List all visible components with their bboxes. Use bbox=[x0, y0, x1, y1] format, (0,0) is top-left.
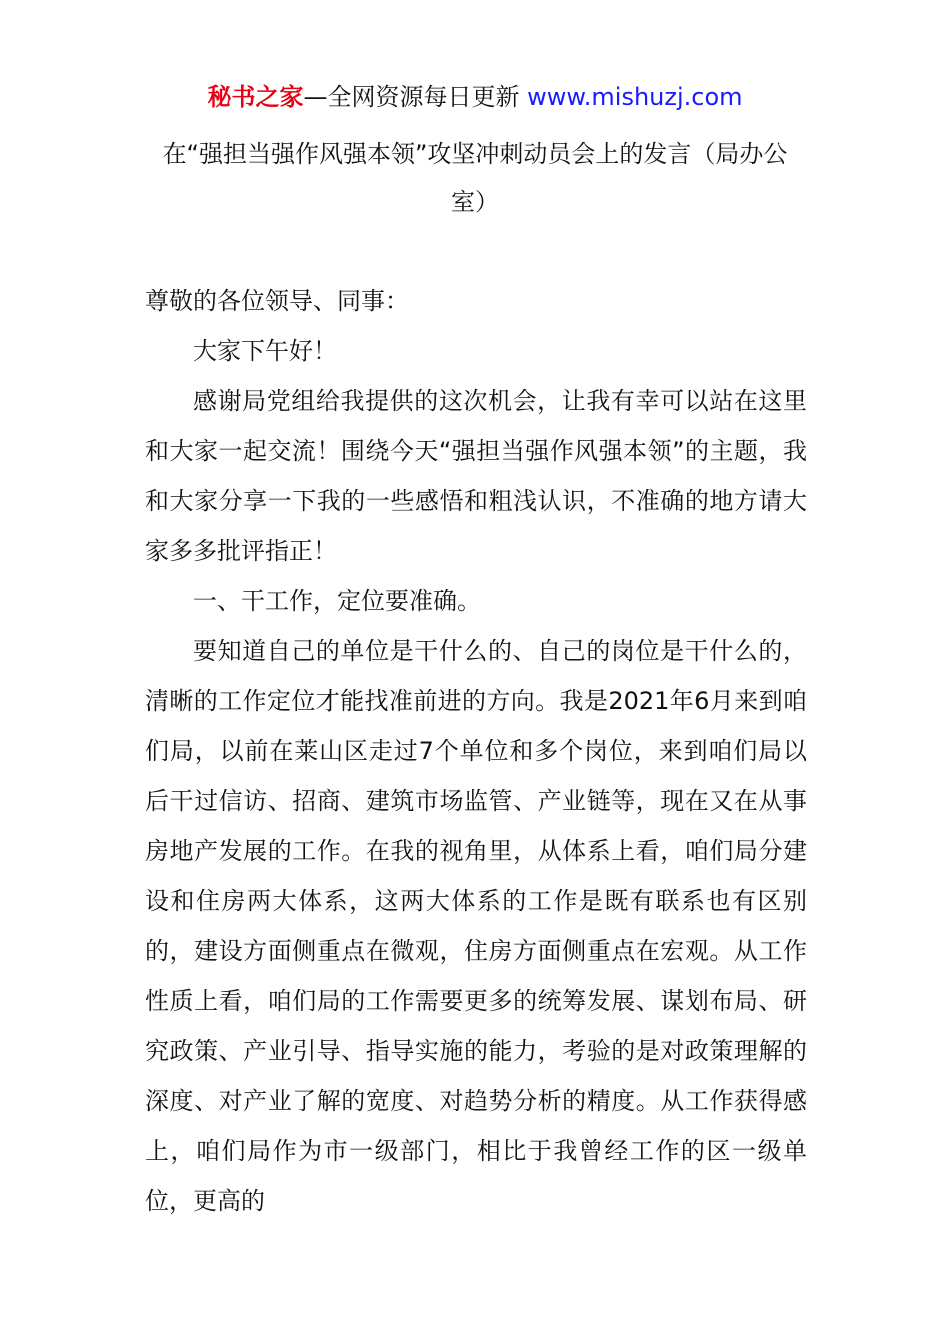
section-heading: 一、干工作，定位要准确。 bbox=[193, 587, 481, 615]
document-body bbox=[145, 276, 807, 1226]
brand-name: 秘书之家 bbox=[207, 83, 304, 111]
document-title: 在“强担当强作风强本领”攻坚冲刺动员会上的发言（局办公室） bbox=[162, 140, 788, 216]
salutation: 尊敬的各位领导、同事： bbox=[145, 287, 409, 315]
paragraph: 感谢局党组给我提供的这次机会，让我有幸可以站在这里和大家一起交流！围绕今天“强担当强作风强本领”的主题，我和大家分享一下我的一些感悟和粗浅认识，不准确的地方请大家多多批评指正！ bbox=[145, 387, 807, 565]
paragraph: 要知道自己的单位是干什么的、自己的岗位是干什么的，清晰的工作定位才能找准前进的方向。我是2021年6月来到咱们局，以前在莱山区走过7个单位和多个岗位，来到咱们局以后干过信访、招商、建筑市场监管、产业链等，现在又在从事房地产发展的工作。在我的视角里，从体系上看，咱们局分建设和住房两大体系，这两大体系的工作是既有联系也有区别的，建设方面侧重点在微观，住房方面侧重点在宏观。从工作性质上看，咱们局的工作需要更多的统筹发展、谋划布局、研究政策、产业引导、指导实施的能力，考验的是对政策理解的深度、对产业了解的宽度、对趋势分析的精度。从工作获得感上，咱们局作为市一级部门，相比于我曾经工作的区一级单位，更高的 bbox=[145, 637, 807, 1215]
greeting: 大家下午好！ bbox=[193, 337, 337, 365]
site-header bbox=[0, 80, 950, 114]
header-tagline: —全网资源每日更新 bbox=[303, 83, 520, 111]
site-url: www.mishuzj.com bbox=[527, 83, 743, 111]
